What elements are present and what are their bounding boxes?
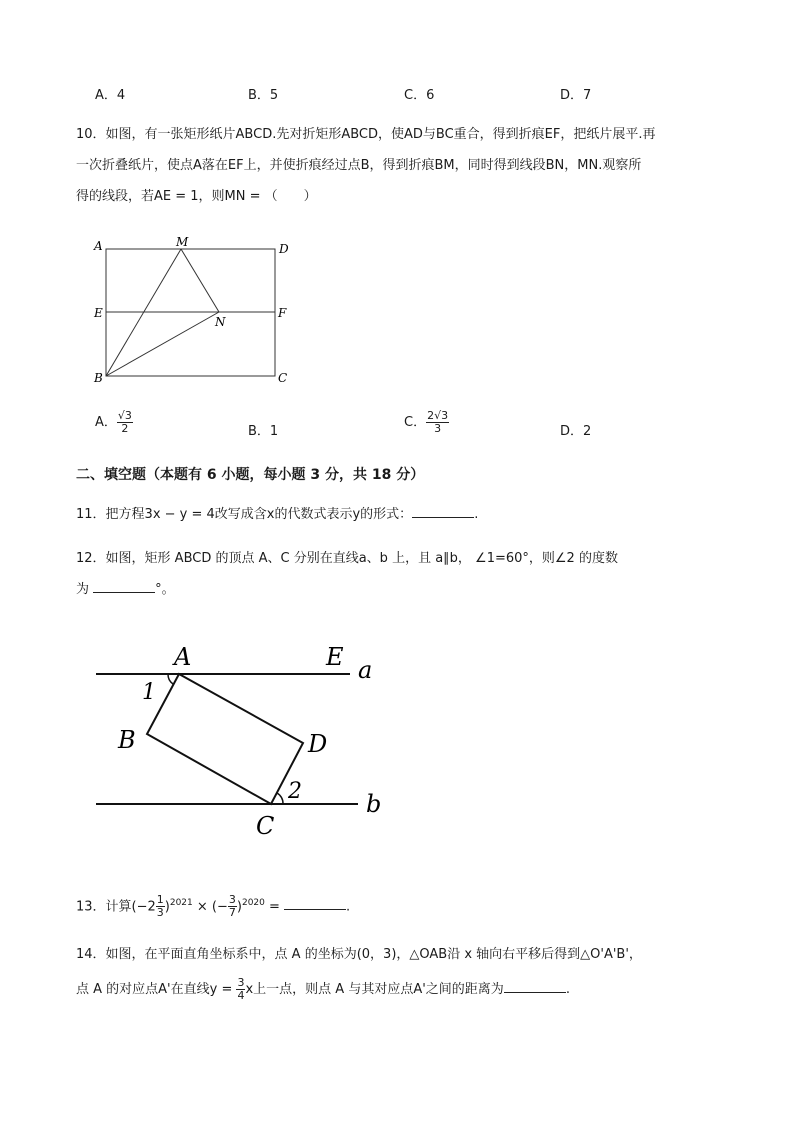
q9-option-b: B．5 <box>248 88 279 103</box>
q14-suffix: . <box>565 982 570 997</box>
q11-text: 11．把方程3x − y = 4改写成含x的代数式表示y的形式： <box>76 507 413 522</box>
q13-exponent-1: 2021 <box>169 898 193 908</box>
q10-option-a-prefix: A． <box>95 415 117 430</box>
q13-times: × (− <box>192 899 228 915</box>
section-2-title: 二、填空题（本题有 6 小题，每小题 3 分，共 18 分） <box>76 467 425 483</box>
label-n: N <box>215 315 226 329</box>
segment-mn <box>181 249 219 312</box>
q13-mixed-numerator: 1 <box>156 893 164 907</box>
label-line-a: a <box>358 656 373 684</box>
q12-line-2-prefix: 为 <box>76 582 94 597</box>
q13-fraction <box>228 894 237 919</box>
label-c: C <box>256 812 275 840</box>
q10-option-a <box>95 410 133 435</box>
q13: 13．计算(−2 $\frac{1}{3}$ )$^{2021}$ × (− $\frac{3}{7}$ )$^{2020}$ = . <box>76 893 351 920</box>
label-b: B <box>94 371 103 385</box>
q13-equals: = <box>264 899 285 915</box>
q14-line-1: 14．如图，在平面直角坐标系中，点 A 的坐标为(0，3)，△OAB沿 x 轴向右平移后得到△O'A'B'， <box>76 947 642 962</box>
q10-option-c <box>404 410 449 435</box>
q14-line-2-mid: x上一点，则点 A 与其对应点A'之间的距离为 <box>245 982 504 997</box>
label-a: A <box>174 643 192 671</box>
rectangle-abcd <box>147 674 303 804</box>
q10-option-c-denominator: 3 <box>434 422 442 435</box>
label-d: D <box>308 730 328 758</box>
angle-1-arc <box>168 674 173 684</box>
q12-line-2 <box>76 575 716 605</box>
q10-option-c-prefix: C． <box>404 415 427 430</box>
label-a: A <box>94 239 103 253</box>
q12-line-2-suffix: °。 <box>155 582 175 597</box>
q10-option-a-fraction <box>117 410 133 435</box>
q11-answer-blank[interactable] <box>412 505 474 518</box>
q10-option-b: B．1 <box>248 424 279 439</box>
q9-option-d: D．7 <box>560 88 592 103</box>
label-line-b: b <box>366 790 382 818</box>
q10-option-c-numerator: 2√3 <box>427 409 449 422</box>
q13-prefix: 13．计算(−2 <box>76 899 156 915</box>
q11-suffix: . <box>474 507 479 522</box>
label-e: E <box>326 643 344 671</box>
q14-line-2-prefix: 点 A 的对应点A'在直线y = <box>76 982 237 997</box>
q10-option-a-denominator: 2 <box>121 422 129 435</box>
label-f: F <box>278 306 287 320</box>
q11 <box>76 500 716 530</box>
q13-answer-blank[interactable] <box>284 897 346 910</box>
label-c: C <box>278 371 288 385</box>
q14-line-2 <box>76 975 716 1005</box>
q10-option-a-numerator: √3 <box>117 409 132 422</box>
angle-2-arc <box>277 793 283 804</box>
q13-mixed-fraction <box>156 894 165 919</box>
q13-numerator: 3 <box>228 893 236 907</box>
label-e: E <box>94 306 103 320</box>
segment-bn <box>106 312 219 376</box>
q10-figure <box>88 232 298 392</box>
q9-option-a: A．4 <box>95 88 126 103</box>
q13-suffix: . <box>346 899 351 915</box>
q13-exponent-2: 2020 <box>241 898 265 908</box>
q10-line-3: 得的线段，若AE = 1，则MN = （ ） <box>76 189 317 204</box>
q12-answer-blank[interactable] <box>93 580 155 593</box>
label-angle-1: 1 <box>142 680 156 705</box>
q12-line-1: 12．如图，矩形 ABCD 的顶点 A、C 分别在直线a、b 上，且 a∥b， ∠1=60°，则∠2 的度数 <box>76 551 618 566</box>
q14-numerator: 3 <box>237 976 245 989</box>
q9-option-c: C．6 <box>404 88 435 103</box>
q10-option-d: D．2 <box>560 424 592 439</box>
label-m: M <box>176 235 189 249</box>
label-angle-2: 2 <box>288 779 302 804</box>
label-b: B <box>118 726 136 754</box>
label-d: D <box>279 242 289 256</box>
q13-mixed-denominator: 3 <box>156 906 164 920</box>
q10-line-2: 一次折叠纸片，使点A落在EF上，并使折痕经过点B，得到折痕BM，同时得到线段BN，MN.观察所 <box>76 158 642 173</box>
q10-option-c-fraction <box>426 410 449 435</box>
q14-denominator: 4 <box>237 989 245 1002</box>
q10-line-1: 10．如图，有一张矩形纸片ABCD.先对折矩形ABCD，使AD与BC重合，得到折痕EF，把纸片展平.再 <box>76 127 656 142</box>
q12-figure <box>90 638 410 848</box>
q14-answer-blank[interactable] <box>504 980 566 993</box>
q13-denominator: 7 <box>228 906 236 920</box>
